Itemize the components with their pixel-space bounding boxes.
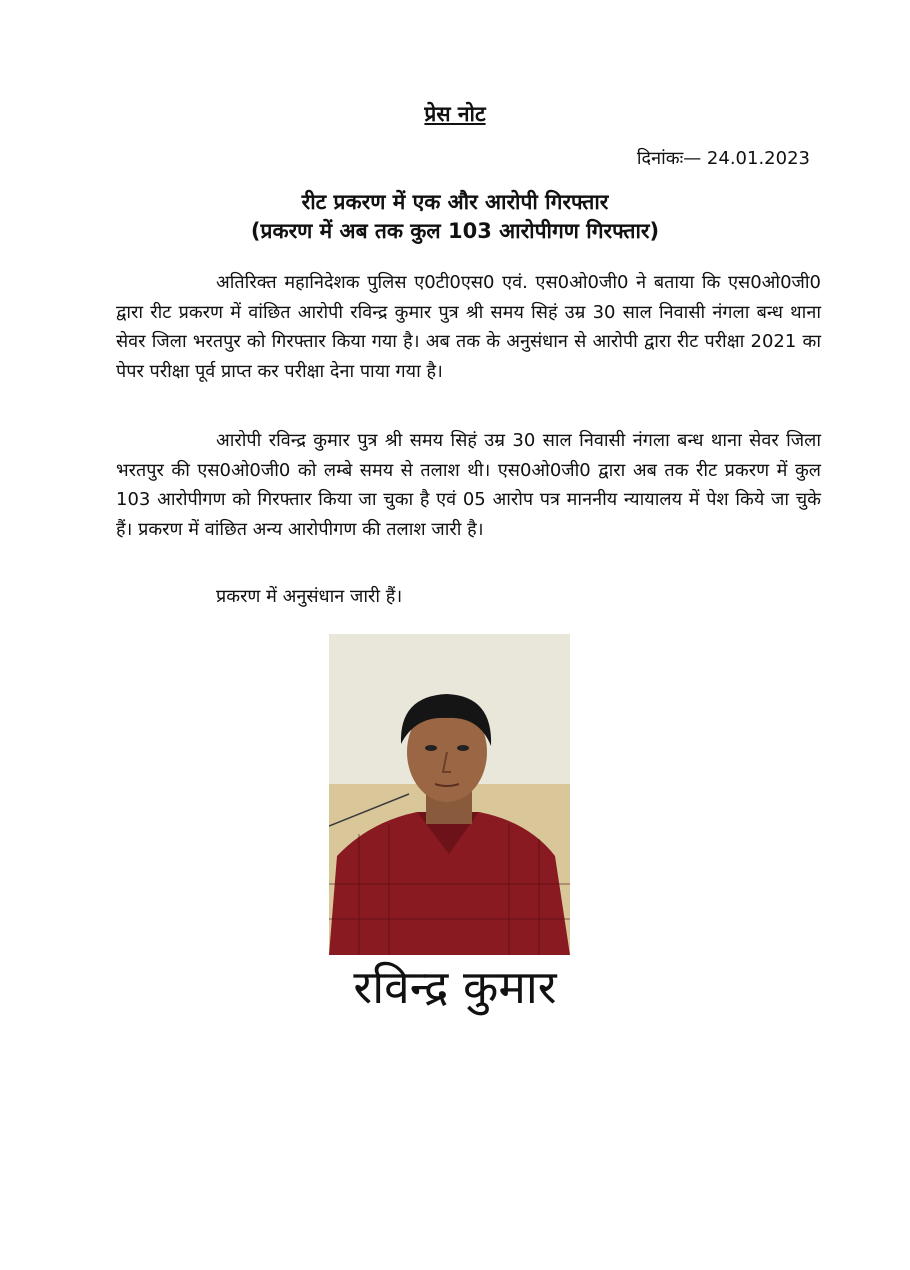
photo-caption: रविन्द्र कुमार <box>353 960 557 1014</box>
title-line-2: (प्रकरण में अब तक कुल 103 आरोपीगण गिरफ्तार) <box>250 219 660 243</box>
title-line-1: रीट प्रकरण में एक और आरोपी गिरफ्तार <box>301 190 609 214</box>
paragraph-3: प्रकरण में अनुसंधान जारी हैं। <box>216 586 403 607</box>
accused-photo <box>329 634 570 955</box>
paragraph-1: अतिरिक्त महानिदेशक पुलिस ए0टी0एस0 एवं. एस0ओ0जी0 ने बताया कि एस0ओ0जी0 द्वारा रीट प्रकरण में वांछित आरोपी रविन्द्र कुमार पुत्र श्री समय सिहं उम्र 30 साल निवासी नंगला बन्ध थाना सेवर जिला भरतपुर को गिरफ्तार किया गया है। अब तक के अनुसंधान से आरोपी द्वारा रीट परीक्षा 2021 का पेपर परीक्षा पूर्व प्राप्त कर परीक्षा देना पाया गया है। <box>116 272 821 382</box>
page-heading: प्रेस नोट <box>424 102 486 126</box>
news-title <box>0 188 910 246</box>
paragraph-2: आरोपी रविन्द्र कुमार पुत्र श्री समय सिहं उम्र 30 साल निवासी नंगला बन्ध थाना सेवर जिला भरतपुर की एस0ओ0जी0 को लम्बे समय से तलाश थी। एस0ओ0जी0 द्वारा अब तक रीट प्रकरण में कुल 103 आरोपीगण को गिरफ्तार किया जा चुका है एवं 05 आरोप पत्र माननीय न्यायालय में पेश किये जा चुके हैं। प्रकरण में वांछित अन्य आरोपीगण की तलाश जारी है। <box>116 430 821 540</box>
date-line: दिनांकः— 24.01.2023 <box>636 148 810 169</box>
